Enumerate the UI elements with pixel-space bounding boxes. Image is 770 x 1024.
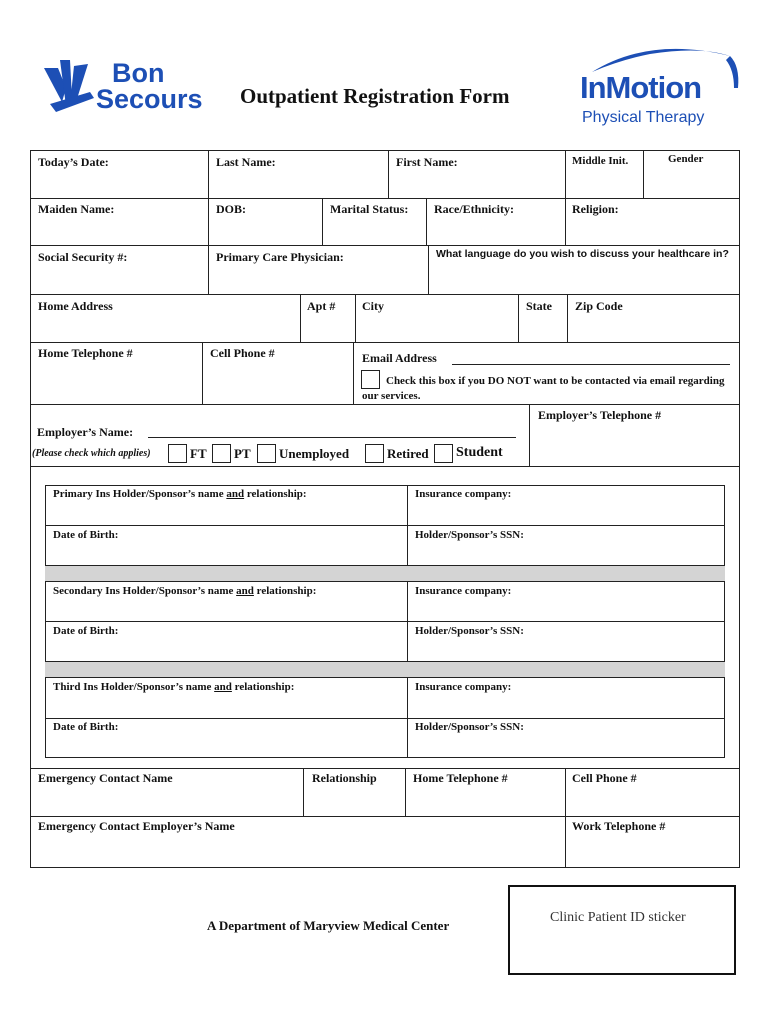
ssn-label: Social Security #: <box>38 250 128 264</box>
middle-init-label: Middle Init. <box>572 155 629 167</box>
cell-phone-label: Cell Phone # <box>210 346 275 360</box>
dob-label: DOB: <box>216 202 246 216</box>
home-telephone-label: Home Telephone # <box>38 346 133 360</box>
pcp-label: Primary Care Physician: <box>216 250 344 264</box>
third-holder-label: Third Ins Holder/Sponsor’s name and relationship: <box>53 681 295 693</box>
emergency-employer-name-label: Emergency Contact Employer’s Name <box>38 819 235 833</box>
retired-checkbox[interactable] <box>365 444 384 463</box>
retired-label: Retired <box>387 446 429 461</box>
secondary-insurance-company-label: Insurance company: <box>415 585 512 597</box>
marital-status-label: Marital Status: <box>330 202 409 216</box>
maiden-name-label: Maiden Name: <box>38 202 115 216</box>
primary-insurance-company-label: Insurance company: <box>415 488 512 500</box>
unemployed-checkbox[interactable] <box>257 444 276 463</box>
emergency-cell-phone-label: Cell Phone # <box>572 771 637 785</box>
zip-code-label: Zip Code <box>575 299 623 313</box>
secondary-dob-label: Date of Birth: <box>53 625 119 637</box>
last-name-label: Last Name: <box>216 155 276 169</box>
insurance-divider-1 <box>45 565 725 582</box>
email-address-label: Email Address <box>362 351 437 365</box>
third-holder-ssn-label: Holder/Sponsor’s SSN: <box>415 721 524 733</box>
pt-label: PT <box>234 446 251 461</box>
bon-secours-mark-icon <box>40 58 100 116</box>
email-line[interactable] <box>452 364 730 365</box>
todays-date-label: Today’s Date: <box>38 155 109 169</box>
inmotion-logo <box>580 42 745 132</box>
religion-label: Religion: <box>572 202 619 216</box>
physical-therapy-text: Physical Therapy <box>582 109 705 126</box>
home-address-label: Home Address <box>38 299 113 313</box>
bon-secours-text-1: Bon <box>112 58 165 88</box>
page-title: Outpatient Registration Form <box>240 84 510 108</box>
please-check-label: (Please check which applies) <box>32 448 151 459</box>
employer-name-line[interactable] <box>148 437 516 438</box>
unemployed-label: Unemployed <box>279 446 350 461</box>
state-label: State <box>526 299 552 313</box>
patient-info-box <box>30 150 740 405</box>
race-ethnicity-label: Race/Ethnicity: <box>434 202 514 216</box>
ft-label: FT <box>190 446 207 461</box>
student-label: Student <box>456 445 503 460</box>
patient-id-sticker-box <box>508 885 736 975</box>
secondary-holder-ssn-label: Holder/Sponsor’s SSN: <box>415 625 524 637</box>
primary-holder-label: Primary Ins Holder/Sponsor’s name and relationship: <box>53 488 307 500</box>
apt-label: Apt # <box>307 299 336 313</box>
primary-dob-label: Date of Birth: <box>53 529 119 541</box>
employers-name-label: Employer’s Name: <box>37 425 134 439</box>
secondary-holder-label: Secondary Ins Holder/Sponsor’s name and relationship: <box>53 585 317 597</box>
emergency-contact-name-label: Emergency Contact Name <box>38 771 173 785</box>
emergency-home-telephone-label: Home Telephone # <box>413 771 508 785</box>
language-label: What language do you wish to discuss your healthcare in? <box>436 248 729 260</box>
emergency-work-telephone-label: Work Telephone # <box>572 819 666 833</box>
ft-checkbox[interactable] <box>168 444 187 463</box>
inmotion-text: InMotion <box>580 70 702 105</box>
email-optout-label: Check this box if you DO NOT want to be contacted via email regarding our services. <box>362 375 725 402</box>
third-insurance-company-label: Insurance company: <box>415 681 512 693</box>
insurance-divider-2 <box>45 661 725 678</box>
city-label: City <box>362 299 384 313</box>
bon-secours-logo <box>40 58 225 118</box>
pt-checkbox[interactable] <box>212 444 231 463</box>
employers-telephone-label: Employer’s Telephone # <box>538 408 662 422</box>
gender-label: Gender <box>668 153 704 165</box>
patient-id-sticker-label: Clinic Patient ID sticker <box>550 910 686 925</box>
department-text: A Department of Maryview Medical Center <box>207 918 450 933</box>
bon-secours-text-2: Secours <box>96 84 203 114</box>
third-dob-label: Date of Birth: <box>53 721 119 733</box>
student-checkbox[interactable] <box>434 444 453 463</box>
primary-holder-ssn-label: Holder/Sponsor’s SSN: <box>415 529 524 541</box>
first-name-label: First Name: <box>396 155 458 169</box>
emergency-relationship-label: Relationship <box>312 771 377 785</box>
